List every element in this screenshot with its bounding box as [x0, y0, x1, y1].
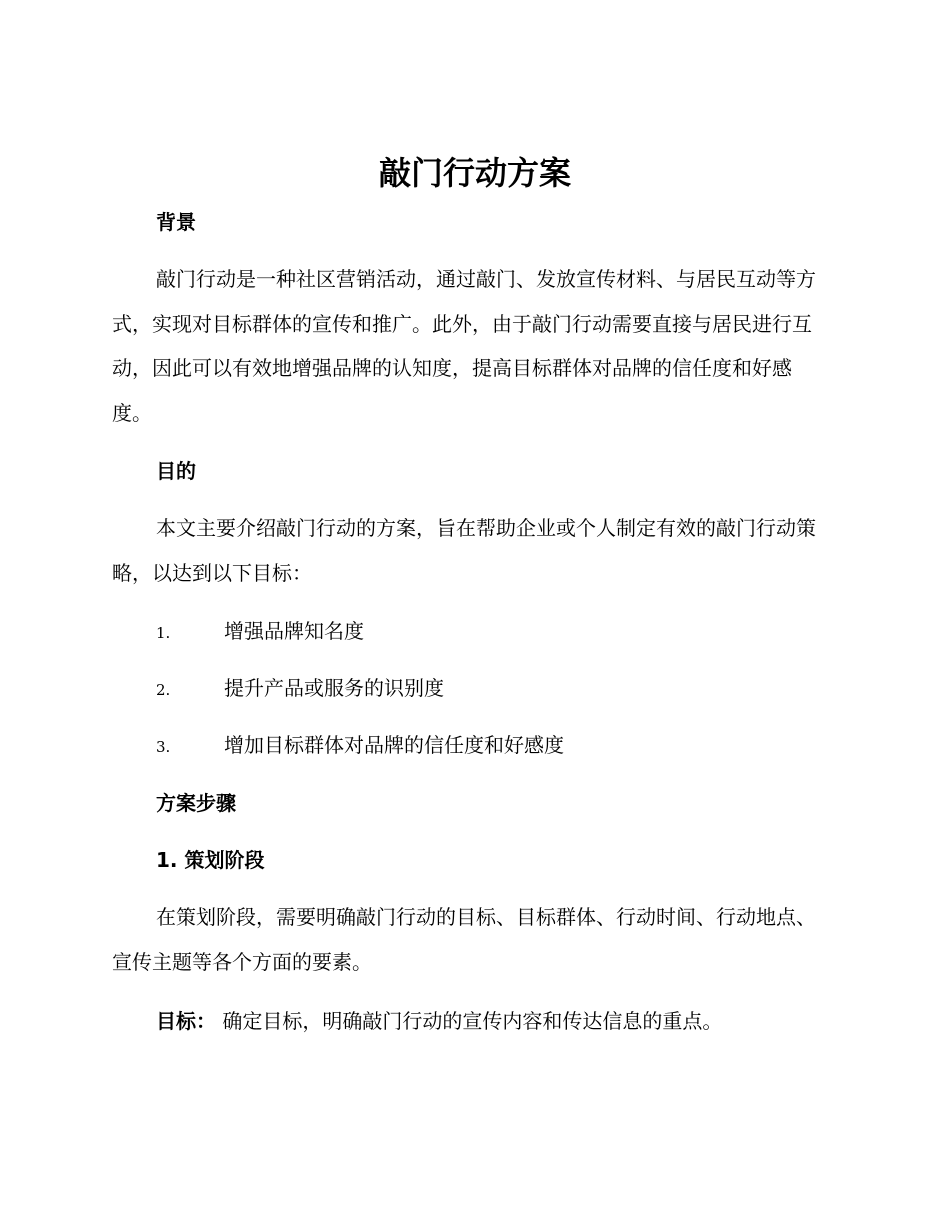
goal-line: [156, 1007, 722, 1035]
document-title: 敲门行动方案: [378, 154, 571, 192]
heading-background: 背景: [156, 210, 196, 234]
paragraph-background: 敲门行动是一种社区营销活动，通过敲门、发放宣传材料、与居民互动等方式，实现对目标群体的宣传和推广。此外，由于敲门行动需要直接与居民进行互动，因此可以有效地增强品牌的认知度，提高目标群体对品牌的信任度和好感度。: [112, 267, 816, 425]
paragraph-purpose: 本文主要介绍敲门行动的方案，旨在帮助企业或个人制定有效的敲门行动策略，以达到以下目标：: [112, 516, 816, 585]
list-item-number: 3.: [156, 738, 171, 756]
list-item-number: 2.: [156, 681, 171, 699]
list-item-text: 提升产品或服务的识别度: [224, 676, 444, 700]
heading-purpose: 目的: [156, 459, 196, 483]
goal-text: 确定目标，明确敲门行动的宣传内容和传达信息的重点。: [216, 1009, 723, 1033]
list-item-number: 1.: [156, 624, 171, 642]
list-item: [156, 617, 364, 647]
subheading-planning-stage: 1. 策划阶段: [156, 848, 265, 872]
paragraph-planning-stage: 在策划阶段，需要明确敲门行动的目标、目标群体、行动时间、行动地点、宣传主题等各个方面的要素。: [112, 905, 816, 974]
heading-steps: 方案步骤: [156, 791, 236, 815]
list-item-text: 增强品牌知名度: [224, 619, 364, 643]
list-item: [156, 731, 564, 761]
goal-label: 目标：: [156, 1009, 216, 1033]
list-item-text: 增加目标群体对品牌的信任度和好感度: [224, 733, 564, 757]
list-item: [156, 674, 444, 704]
